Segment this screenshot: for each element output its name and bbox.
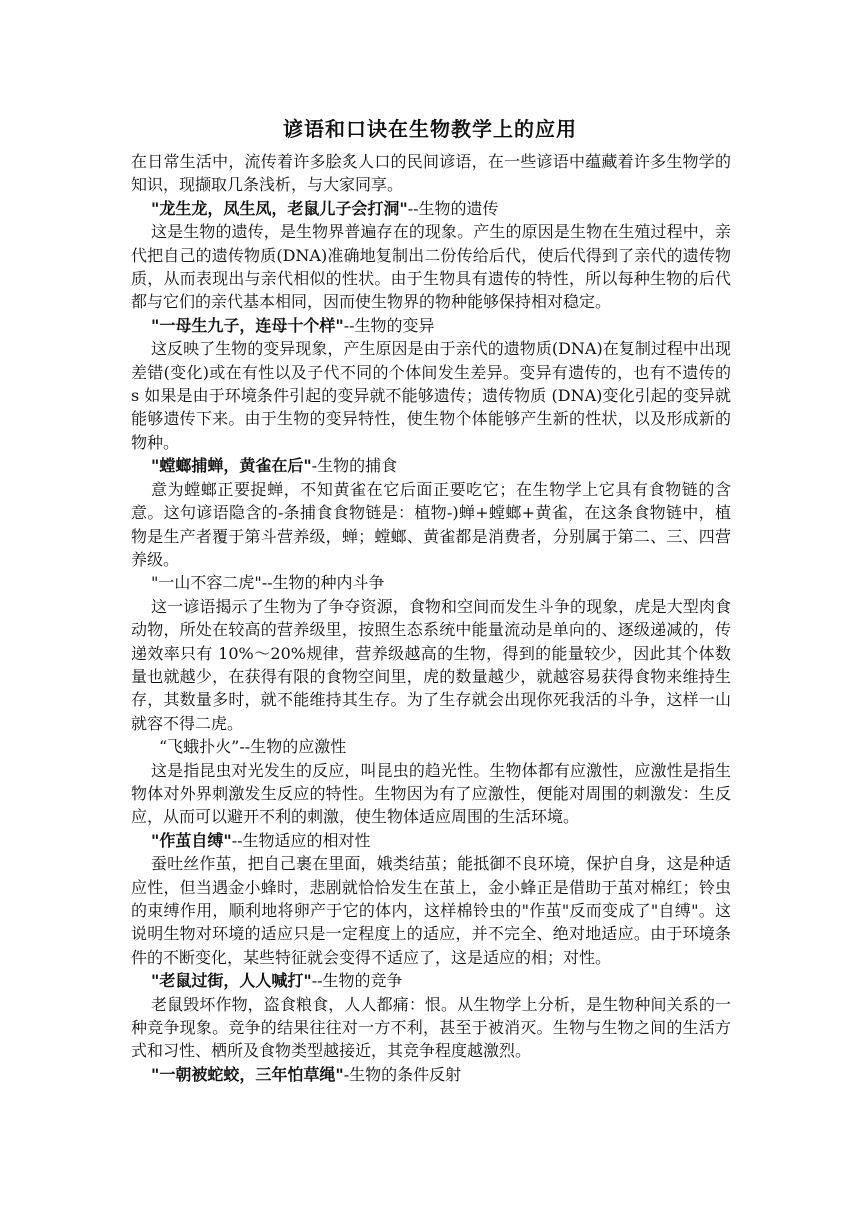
section-heading-intraspecific <box>131 571 731 594</box>
proverb: "一朝被蛇蛟，三年怕草绳" <box>151 1064 344 1084</box>
proverb: "老鼠过街，人人喊打" <box>151 971 312 991</box>
section-body-intraspecific: 这一谚语揭示了生物为了争夺资源，食物和空间而发生斗争的现象，虎是大型肉食动物，所处在较高的营养级里，按照生态系统中能量流动是单向的、逐级递减的，传递效率只有 10%～20%规律，营养级越高的生物，得到的能量较少，因此其个体数量也就越少，在获得有限的食物空间里，虎的数量越少，就越容易获得食物来维持生存，其数量多时，就不能维持其生存。为了生存就会出现你死我活的斗争，这样一山就容不得二虎。 <box>131 596 731 733</box>
section-heading-adaptation <box>131 829 731 852</box>
topic: -生物的条件反射 <box>343 1064 462 1084</box>
section-body-predation: 意为螳螂正要捉蝉，不知黄雀在它后面正要吃它；在生物学上它具有食物链的含意。这句谚语隐含的-条捕食食物链是：植物-)蝉+螳螂+黄雀，在这条食物链中，植物是生产者覆于第斗营养级，蝉；螳螂、黄雀都是消费者，分别属于第二、三、四营养级。 <box>131 479 731 569</box>
document-body <box>131 150 731 1086</box>
section-body-irritability: 这是指昆虫对光发生的反应，叫昆虫的趋光性。生物体都有应激性，应激性是指生物体对外界刺激发生反应的特性。生物因为有了应激性，便能对周围的刺激发：生反应，从而可以避开不利的刺激，使生物体适应周围的生活环境。 <box>131 760 731 827</box>
section-heading-competition <box>131 969 731 992</box>
section-body-variation: 这反映了生物的变异现象，产生原因是由于亲代的遗物质(DNA)在复制过程中出现差错(变化)或在有性以及子代不同的个体间发生差异。变异有遗传的，也有不遗传的 s 如果是由于环境条件引起的变异就不能够遗传；遗传物质 (DNA)变化引起的变异就能够遗传下来。由于生物的变异特性，使生物个体能够产生新的性状，以及形成新的物种。 <box>131 339 731 452</box>
proverb: “飞蛾扑火” <box>159 737 240 757</box>
section-body-adaptation: 蚕吐丝作茧，把自己裹在里面，娥类结茧；能抵御不良环境，保护自身，这是种适应性，但当遇金小蜂时，悲剧就恰恰发生在茧上，金小蜂正是借助于茧对棉红；铃虫的束缚作用，顺利地将卵产于它的体内，这样棉铃虫的"作茧"反而变成了"自缚"。这说明生物对环境的适应只是一定程度上的适应，并不完全、绝对地适应。由于环境条件的不断变化，某些特征就会变得不适应了，这是适应的相；对性。 <box>131 854 731 967</box>
section-heading-variation <box>131 314 731 337</box>
proverb: "螳螂捕蝉，黄雀在后" <box>151 456 312 476</box>
document-title: 谚语和口诀在生物教学上的应用 <box>283 117 577 141</box>
section-heading-irritability <box>131 735 731 758</box>
proverb: "一山不容二虎" <box>151 573 262 593</box>
proverb: "龙生龙，凤生凤，老鼠儿子会打洞" <box>151 198 408 218</box>
topic: --生物的应激性 <box>239 737 347 757</box>
topic: --生物的变异 <box>343 315 435 335</box>
section-heading-heredity <box>131 197 731 220</box>
section-body-competition: 老鼠毁坏作物，盗食粮食，人人都痛：恨。从生物学上分析，是生物种间关系的一种竞争现象。竞争的结果往往对一方不利，甚至于被消灭。生物与生物之间的生活方式和习性、栖所及食物类型越接近，其竞争程度越激烈。 <box>131 994 731 1061</box>
topic: --生物的竞争 <box>311 971 403 991</box>
section-body-heredity: 这是生物的遗传，是生物界普遍存在的现象。产生的原因是生物在生殖过程中，亲代把自己的遗传物质(DNA)准确地复制出二份传给后代，使后代得到了亲代的遗传物质，从而表现出与亲代相似的性状。由于生物具有遗传的特性，所以每种生物的后代都与它们的亲代基本相同，因而使生物界的物种能够保持相对稳定。 <box>131 222 731 312</box>
topic: --生物的遗传 <box>407 198 499 218</box>
topic: --生物适应的相对性 <box>231 830 371 850</box>
topic: --生物的种内斗争 <box>261 573 385 593</box>
proverb: "一母生九子，连母十个样" <box>151 315 344 335</box>
intro-paragraph: 在日常生活中，流传着许多脍炙人口的民间谚语，在一些谚语中蕴藏着许多生物学的知识，现撷取几条浅析，与大家同享。 <box>131 152 731 195</box>
proverb: "作茧自缚" <box>151 830 232 850</box>
section-heading-reflex <box>131 1063 731 1086</box>
section-heading-predation <box>131 454 731 477</box>
topic: -生物的捕食 <box>311 456 398 476</box>
